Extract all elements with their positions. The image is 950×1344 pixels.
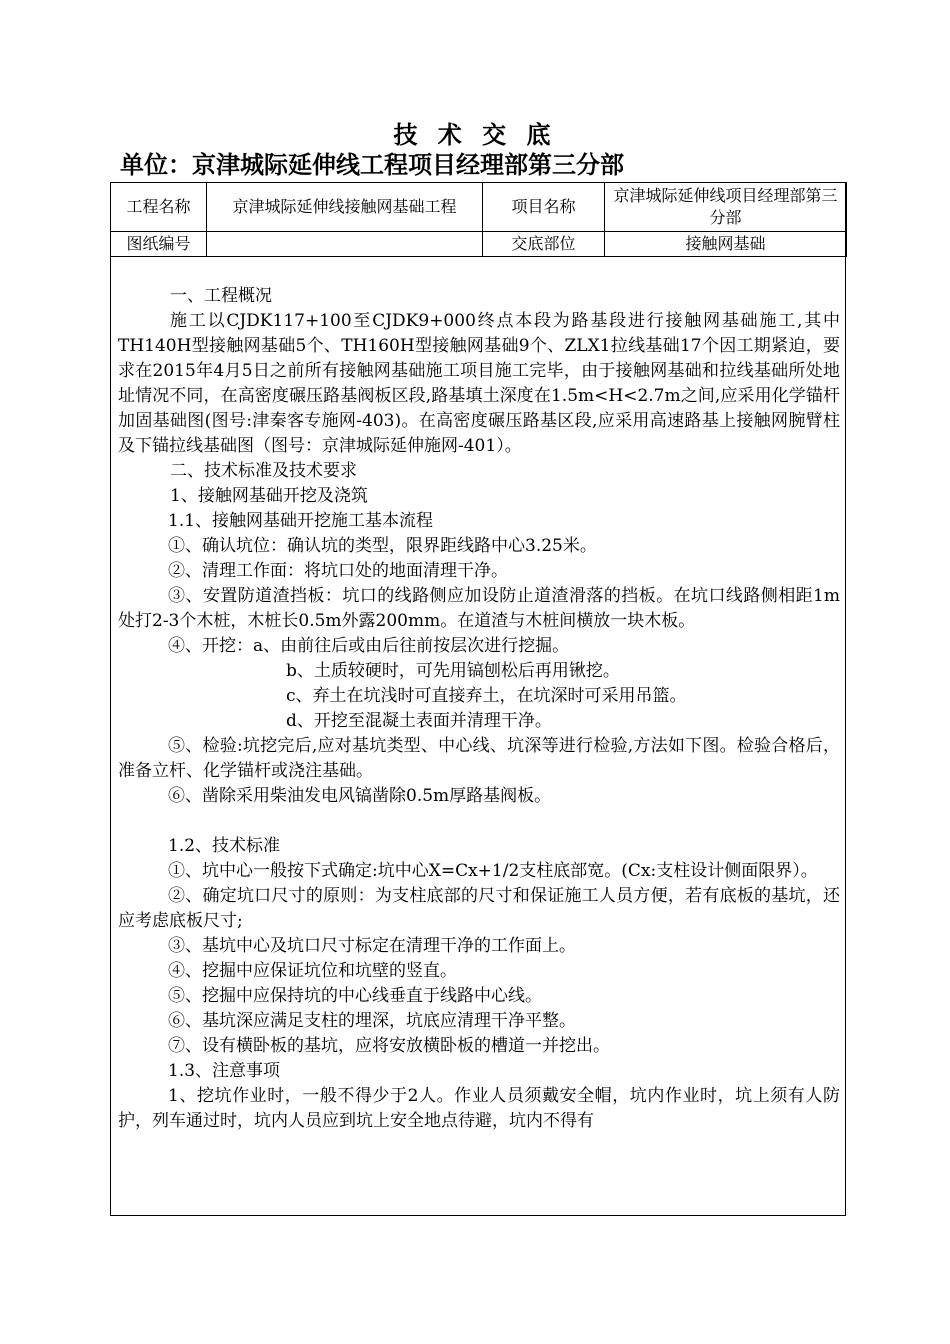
list-item: ⑦、设有横卧板的基坑，应将安放横卧板的槽道一并挖出。 [168, 1036, 610, 1056]
item-name-label: 项目名称 [483, 183, 605, 232]
header-row-1 [111, 183, 847, 232]
project-name-value: 京津城际延伸线接触网基础工程 [207, 183, 483, 232]
header-table [110, 182, 847, 257]
drawing-no-value [207, 232, 483, 257]
spacer [118, 809, 840, 834]
section-heading-overview: 一、工程概况 [170, 286, 272, 306]
header-row-2 [111, 232, 847, 257]
list-item: ⑥、凿除采用柴油发电风镐凿除0.5m厚路基阀板。 [168, 786, 552, 806]
list-item: ①、确认坑位：确认坑的类型，限界距线路中心3.25米。 [168, 536, 597, 556]
document-body [118, 284, 840, 1134]
item-name-value: 京津城际延伸线项目经理部第三分部 [605, 183, 847, 232]
subheading-excavation: 1、接触网基础开挖及浇筑 [170, 486, 368, 506]
location-value: 接触网基础 [605, 232, 847, 257]
paragraph-overview: 施工以CJDK117+100至CJDK9+000终点本段为路基段进行接触网基础施工,其中TH140H型接触网基础5个、TH160H型接触网基础9个、ZLX1拉线基础17个因工期紧迫，要求在2015年4月5日之前所有接触网基础施工项目施工完毕，由于接触网基础和拉线基础所处地址情况不同，在高密度碾压路基阀板区段,路基填土深度在1.5m<H<2.7m之间,应采用化学锚杆加固基础图(图号:津秦客专施网-403)。在高密度碾压路基区段,应采用高速路基上接触网腕臂柱及下锚拉线基础图（图号：京津城际延伸施网-401）。 [118, 311, 840, 456]
list-item: ③、安置防道渣挡板：坑口的线路侧应加设防止道渣滑落的挡板。在坑口线路侧相距1m处打2-3个木桩，木桩长0.5m外露200mm。在道渣与木桩间横放一块木板。 [118, 586, 840, 631]
list-item: ④、开挖：a、由前往后或由后往前按层次进行挖掘。 [168, 636, 570, 656]
list-item: ①、坑中心一般按下式确定:坑中心X=Cx+1/2支柱底部宽。(Cx:支柱设计侧面限界）。 [168, 861, 818, 881]
section-heading-standards: 二、技术标准及技术要求 [170, 461, 357, 481]
location-label: 交底部位 [483, 232, 605, 257]
list-subitem: b、土质较硬时，可先用镐刨松后再用锹挖。 [286, 661, 620, 681]
list-item: ③、基坑中心及坑口尺寸标定在清理干净的工作面上。 [168, 936, 576, 956]
list-subitem: d、开挖至混凝土表面并清理干净。 [286, 711, 552, 731]
list-item: ②、确定坑口尺寸的原则：为支柱底部的尺寸和保证施工人员方便，若有底板的基坑，还应考虑底板尺寸; [118, 886, 840, 931]
list-item: ⑤、挖掘中应保持坑的中心线垂直于线路中心线。 [168, 986, 542, 1006]
subheading-tech-standard: 1.2、技术标准 [168, 836, 281, 856]
list-item: ⑤、检验:坑挖完后,应对基坑类型、中心线、坑深等进行检验,方法如下图。检验合格后，准备立杆、化学锚杆或浇注基础。 [118, 736, 840, 781]
list-subitem: c、弃土在坑浅时可直接弃土，在坑深时可采用吊篮。 [286, 686, 687, 706]
subheading-process: 1.1、接触网基础开挖施工基本流程 [168, 511, 434, 531]
drawing-no-label: 图纸编号 [111, 232, 207, 257]
list-item: ②、清理工作面：将坑口处的地面清理干净。 [168, 561, 508, 581]
project-name-label: 工程名称 [111, 183, 207, 232]
list-item: ⑥、基坑深应满足支柱的埋深，坑底应清理干净平整。 [168, 1011, 576, 1031]
subheading-notes: 1.3、注意事项 [168, 1061, 281, 1081]
unit-line: 单位：京津城际延伸线工程项目经理部第三分部 [120, 150, 624, 179]
list-item: 1、挖坑作业时，一般不得少于2人。作业人员须戴安全帽，坑内作业时，坑上须有人防护，列车通过时，坑内人员应到坑上安全地点待避，坑内不得有 [118, 1086, 840, 1131]
list-item: ④、挖掘中应保证坑位和坑壁的竖直。 [168, 961, 457, 981]
document-title: 技 术 交 底 [393, 120, 557, 149]
